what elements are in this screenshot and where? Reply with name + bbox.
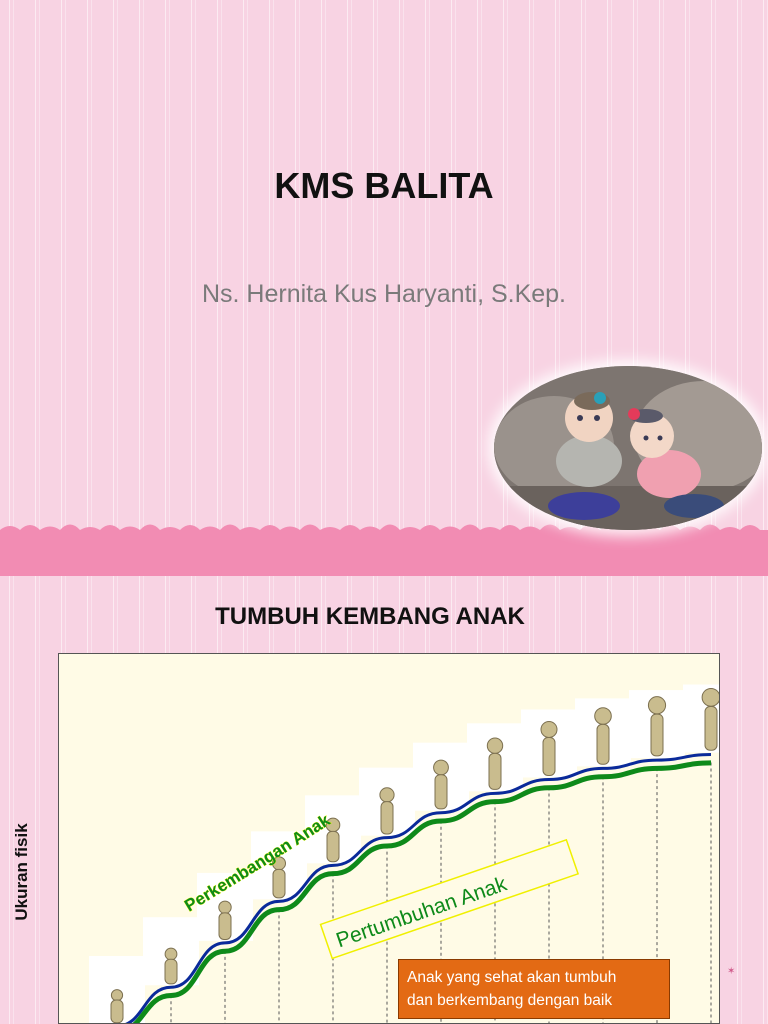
y-axis-label [2,806,42,946]
slide-title: KMS BALITA [274,165,494,206]
annotation-line-1: Anak yang sehat akan tumbuh [407,969,617,986]
babies-photo [494,366,762,530]
child-figure [629,690,685,758]
y-axis-label-text: Ukuran fisik [12,823,31,921]
slide-title: TUMBUH KEMBANG ANAK [215,603,525,630]
svg-text:Pertumbuhan Anak: Pertumbuhan Anak [333,872,510,953]
child-figure [467,723,523,791]
chart-annotation [398,959,670,1019]
sparkle-icon: ✶ [727,966,736,977]
chart-slide [0,576,768,1024]
slide-subtitle: Ns. Hernita Kus Haryanti, S.Kep. [201,280,567,308]
child-figure [89,956,145,1023]
child-figure [575,698,631,766]
pink-band [0,530,768,576]
series-label-development: Perkembangan Anak [181,810,334,916]
child-figure [359,768,415,836]
annotation-line-2: dan berkembang dengan baik [407,992,613,1009]
child-figure [521,709,577,777]
child-figure [413,743,469,811]
child-figure [683,685,719,753]
